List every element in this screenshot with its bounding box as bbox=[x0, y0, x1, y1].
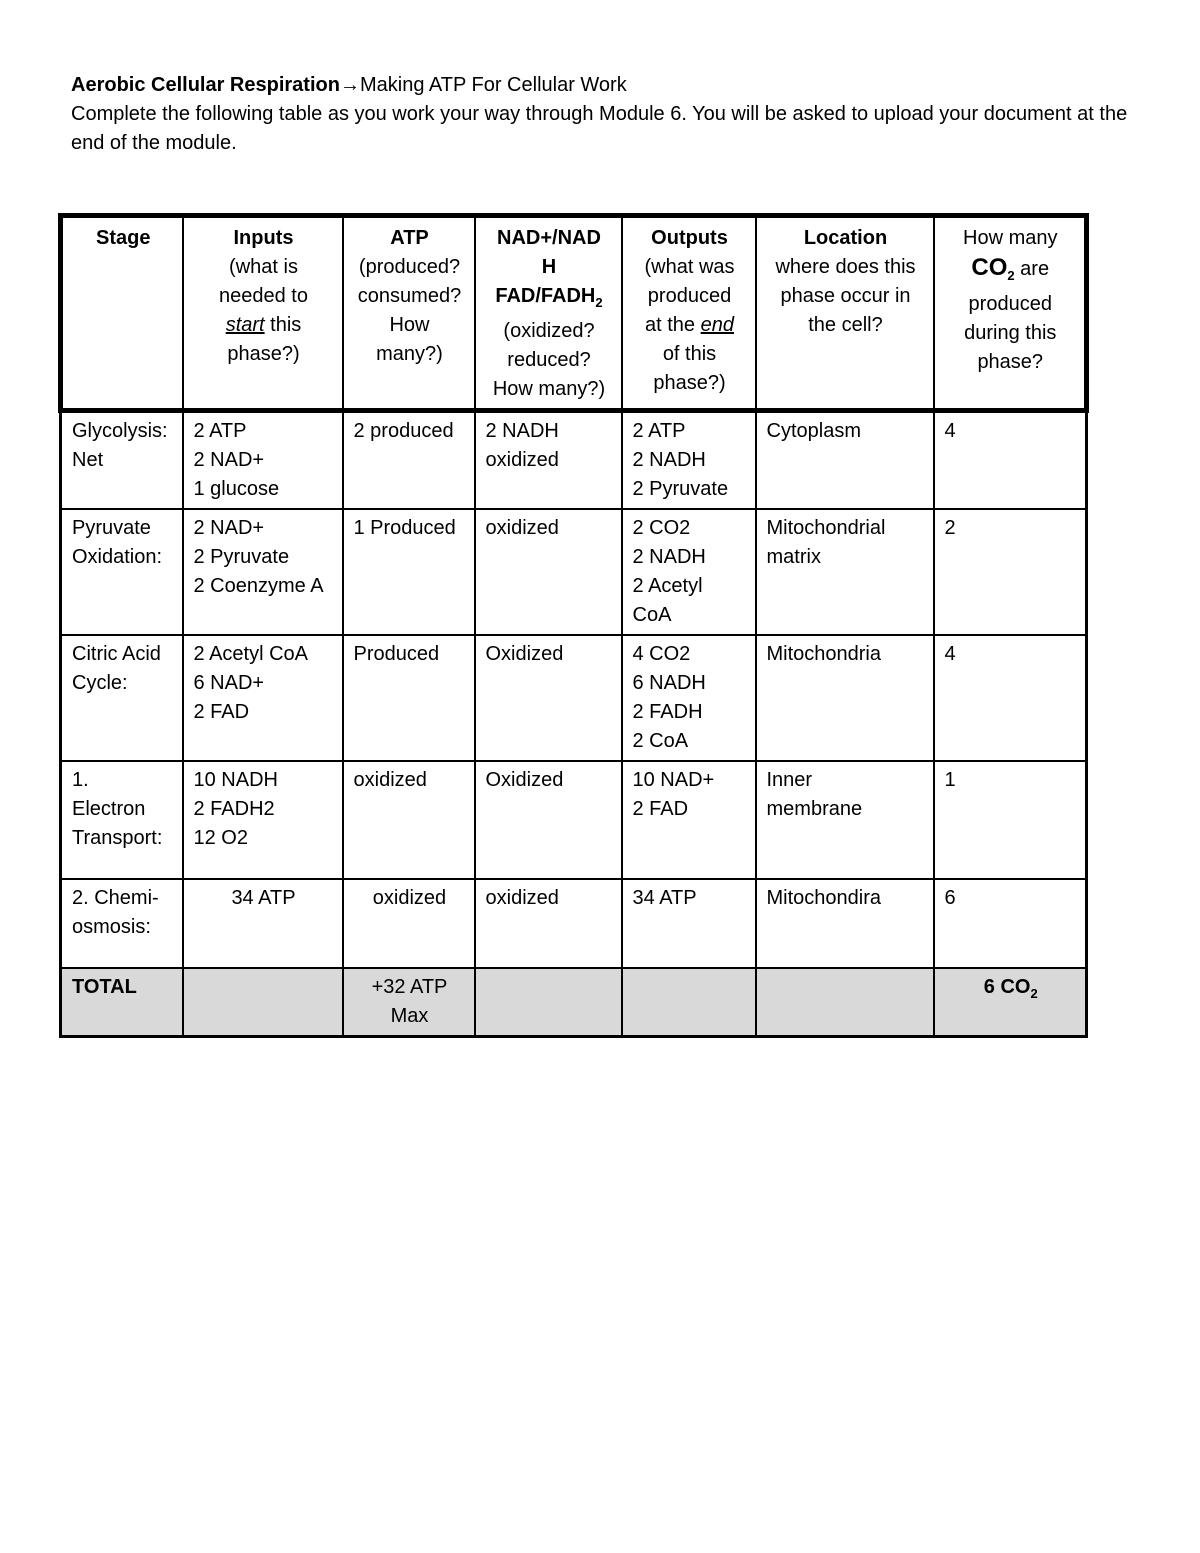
header-location-line: where does this bbox=[775, 256, 916, 278]
location-cell bbox=[756, 509, 934, 635]
header-location-title: Location bbox=[803, 227, 888, 249]
co2-text: 4 bbox=[944, 420, 956, 442]
outputs-text: 2 Acetyl bbox=[632, 575, 703, 597]
inputs-text: 2 Pyruvate bbox=[193, 546, 290, 568]
stage-text: 2. Chemi- bbox=[72, 887, 159, 909]
atp-cell bbox=[343, 761, 475, 879]
inputs-text: 10 NADH bbox=[193, 769, 278, 791]
total-atp-value: +32 ATP bbox=[371, 976, 448, 998]
table-row bbox=[61, 411, 1087, 510]
header-co2-are: are bbox=[1014, 258, 1050, 280]
inputs-text: 2 NAD+ bbox=[193, 517, 265, 539]
title-bold: Aerobic Cellular Respiration bbox=[71, 74, 340, 96]
header-atp-line: consumed? bbox=[357, 285, 462, 307]
table-row bbox=[61, 509, 1087, 635]
nad-text: oxidized bbox=[485, 449, 559, 471]
stage-cell bbox=[61, 635, 183, 761]
header-outputs-line: (what was bbox=[644, 256, 735, 278]
total-label: TOTAL bbox=[72, 976, 137, 998]
total-co2-value: 6 CO bbox=[983, 976, 1031, 998]
outputs-text: 2 ATP bbox=[632, 420, 686, 442]
outputs-cell bbox=[622, 411, 756, 510]
header-location-line: phase occur in bbox=[780, 285, 911, 307]
location-text: Cytoplasm bbox=[766, 420, 861, 442]
nad-text: Oxidized bbox=[485, 769, 564, 791]
header-co2 bbox=[934, 216, 1087, 411]
header-nad bbox=[475, 216, 622, 411]
nad-cell bbox=[475, 879, 622, 968]
total-nad-cell bbox=[475, 968, 622, 1037]
total-co2-cell bbox=[934, 968, 1087, 1037]
arrow-icon: → bbox=[339, 74, 360, 96]
stage-text: Transport: bbox=[72, 827, 163, 849]
total-atp-max: Max bbox=[390, 1005, 429, 1027]
nad-cell bbox=[475, 635, 622, 761]
stage-text: Pyruvate bbox=[72, 517, 151, 539]
location-text: Mitochondira bbox=[766, 887, 882, 909]
co2-cell bbox=[934, 879, 1087, 968]
co2-text: 6 bbox=[944, 887, 956, 909]
total-co2-sub: 2 bbox=[1030, 986, 1038, 1001]
location-cell bbox=[756, 635, 934, 761]
stage-text: Net bbox=[72, 449, 104, 471]
location-cell bbox=[756, 761, 934, 879]
atp-text: oxidized bbox=[372, 887, 447, 909]
inputs-cell bbox=[183, 761, 343, 879]
co2-cell bbox=[934, 411, 1087, 510]
header-co2-formula: CO bbox=[971, 254, 1008, 281]
outputs-text: 2 CoA bbox=[632, 730, 689, 752]
header-nad-title: H bbox=[541, 256, 557, 278]
header-location bbox=[756, 216, 934, 411]
stage-text: Oxidation: bbox=[72, 546, 163, 568]
table-row bbox=[61, 635, 1087, 761]
header-co2-line: phase? bbox=[977, 351, 1044, 373]
header-inputs-line: needed to bbox=[219, 285, 308, 307]
inputs-text: 12 O2 bbox=[193, 827, 248, 849]
outputs-cell bbox=[622, 761, 756, 879]
header-atp-line: (produced? bbox=[358, 256, 461, 278]
outputs-cell bbox=[622, 509, 756, 635]
nad-text: oxidized bbox=[485, 517, 559, 539]
inputs-text: 2 NAD+ bbox=[193, 449, 265, 471]
header-atp-line: many?) bbox=[376, 343, 443, 365]
outputs-text: 6 NADH bbox=[632, 672, 706, 694]
atp-text: 1 Produced bbox=[353, 517, 456, 539]
inputs-text: 34 ATP bbox=[231, 887, 296, 909]
location-text: Inner bbox=[766, 769, 813, 791]
header-atp-line: How bbox=[389, 314, 430, 336]
title-rest: Making ATP For Cellular Work bbox=[359, 74, 627, 96]
respiration-table bbox=[58, 213, 1089, 1038]
instructions: Complete the following table as you work your way through Module 6. You will be asked to upload your document at the end of the module. bbox=[71, 103, 1128, 154]
stage-text: Electron bbox=[72, 798, 146, 820]
total-row bbox=[61, 968, 1087, 1037]
atp-cell bbox=[343, 411, 475, 510]
header-row bbox=[61, 216, 1087, 411]
stage-text: osmosis: bbox=[72, 916, 151, 938]
header-atp bbox=[343, 216, 475, 411]
total-inputs-cell bbox=[183, 968, 343, 1037]
header-co2-line: How many bbox=[963, 227, 1058, 249]
location-text: matrix bbox=[766, 546, 821, 568]
header-outputs-line: phase?) bbox=[653, 372, 726, 394]
stage-text: Cycle: bbox=[72, 672, 128, 694]
outputs-cell bbox=[622, 879, 756, 968]
total-atp-cell bbox=[343, 968, 475, 1037]
co2-cell bbox=[934, 635, 1087, 761]
inputs-text: 2 FAD bbox=[193, 701, 250, 723]
outputs-text: 10 NAD+ bbox=[632, 769, 715, 791]
nad-text: oxidized bbox=[485, 887, 559, 909]
intro-block bbox=[71, 71, 1131, 158]
outputs-text: 2 NADH bbox=[632, 449, 706, 471]
outputs-cell bbox=[622, 635, 756, 761]
location-text: Mitochondria bbox=[766, 643, 882, 665]
header-inputs-this: this bbox=[264, 314, 302, 336]
header-outputs bbox=[622, 216, 756, 411]
outputs-text: 2 Pyruvate bbox=[632, 478, 729, 500]
atp-text: 2 produced bbox=[353, 420, 454, 442]
header-outputs-line: of this bbox=[662, 343, 717, 365]
atp-cell bbox=[343, 635, 475, 761]
header-outputs-line: produced bbox=[647, 285, 732, 307]
inputs-text: 2 Acetyl CoA bbox=[193, 643, 309, 665]
header-stage-label: Stage bbox=[96, 227, 151, 249]
outputs-text: 34 ATP bbox=[632, 887, 697, 909]
header-inputs-title: Inputs bbox=[233, 227, 294, 249]
header-inputs-start: start bbox=[225, 314, 265, 336]
inputs-text: 2 FADH2 bbox=[193, 798, 275, 820]
header-nad-fad: FAD/FADH bbox=[495, 285, 596, 307]
location-cell bbox=[756, 879, 934, 968]
stage-cell bbox=[61, 411, 183, 510]
inputs-text: 2 ATP bbox=[193, 420, 247, 442]
inputs-cell bbox=[183, 635, 343, 761]
outputs-text: 2 NADH bbox=[632, 546, 706, 568]
inputs-text: 2 Coenzyme A bbox=[193, 575, 324, 597]
total-outputs-cell bbox=[622, 968, 756, 1037]
table-row bbox=[61, 879, 1087, 968]
outputs-text: 2 FADH bbox=[632, 701, 703, 723]
nad-text: 2 NADH bbox=[485, 420, 559, 442]
stage-text: Glycolysis: bbox=[72, 420, 168, 442]
header-stage bbox=[61, 216, 183, 411]
header-inputs-line: (what is bbox=[229, 256, 298, 278]
outputs-text: 2 FAD bbox=[632, 798, 689, 820]
outputs-text: CoA bbox=[632, 604, 672, 626]
co2-text: 2 bbox=[944, 517, 956, 539]
header-location-line: the cell? bbox=[808, 314, 883, 336]
header-nad-line: (oxidized? bbox=[503, 320, 595, 342]
header-nad-sub: 2 bbox=[595, 295, 603, 310]
header-inputs bbox=[183, 216, 343, 411]
inputs-text: 1 glucose bbox=[193, 478, 280, 500]
co2-text: 1 bbox=[944, 769, 956, 791]
outputs-text: 2 CO2 bbox=[632, 517, 691, 539]
total-location-cell bbox=[756, 968, 934, 1037]
header-outputs-end: end bbox=[700, 314, 734, 336]
nad-text: Oxidized bbox=[485, 643, 564, 665]
header-outputs-title: Outputs bbox=[651, 227, 728, 249]
header-co2-line: during this bbox=[964, 322, 1057, 344]
nad-cell bbox=[475, 761, 622, 879]
inputs-cell bbox=[183, 879, 343, 968]
header-nad-title: NAD+/NAD bbox=[497, 227, 601, 249]
nad-cell bbox=[475, 411, 622, 510]
inputs-cell bbox=[183, 509, 343, 635]
total-label-cell bbox=[61, 968, 183, 1037]
co2-cell bbox=[934, 509, 1087, 635]
inputs-cell bbox=[183, 411, 343, 510]
nad-cell bbox=[475, 509, 622, 635]
header-inputs-line: phase?) bbox=[227, 343, 300, 365]
atp-cell bbox=[343, 879, 475, 968]
table-row bbox=[61, 761, 1087, 879]
co2-text: 4 bbox=[944, 643, 956, 665]
header-co2-line: produced bbox=[968, 293, 1052, 315]
atp-text: Produced bbox=[353, 643, 440, 665]
header-nad-line: How many?) bbox=[492, 378, 606, 400]
inputs-text: 6 NAD+ bbox=[193, 672, 265, 694]
stage-text: Citric Acid bbox=[72, 643, 161, 665]
atp-text: oxidized bbox=[353, 769, 427, 791]
stage-cell bbox=[61, 879, 183, 968]
header-co2-sub: 2 bbox=[1007, 268, 1015, 283]
location-text: Mitochondrial bbox=[766, 517, 886, 539]
page-title bbox=[71, 71, 1131, 100]
header-outputs-at-the: at the bbox=[645, 314, 701, 336]
header-atp-title: ATP bbox=[390, 227, 429, 249]
atp-cell bbox=[343, 509, 475, 635]
stage-cell bbox=[61, 509, 183, 635]
location-text: membrane bbox=[766, 798, 863, 820]
outputs-text: 4 CO2 bbox=[632, 643, 691, 665]
stage-text: 1. bbox=[72, 769, 89, 791]
co2-cell bbox=[934, 761, 1087, 879]
stage-cell bbox=[61, 761, 183, 879]
header-nad-line: reduced? bbox=[507, 349, 591, 371]
location-cell bbox=[756, 411, 934, 510]
